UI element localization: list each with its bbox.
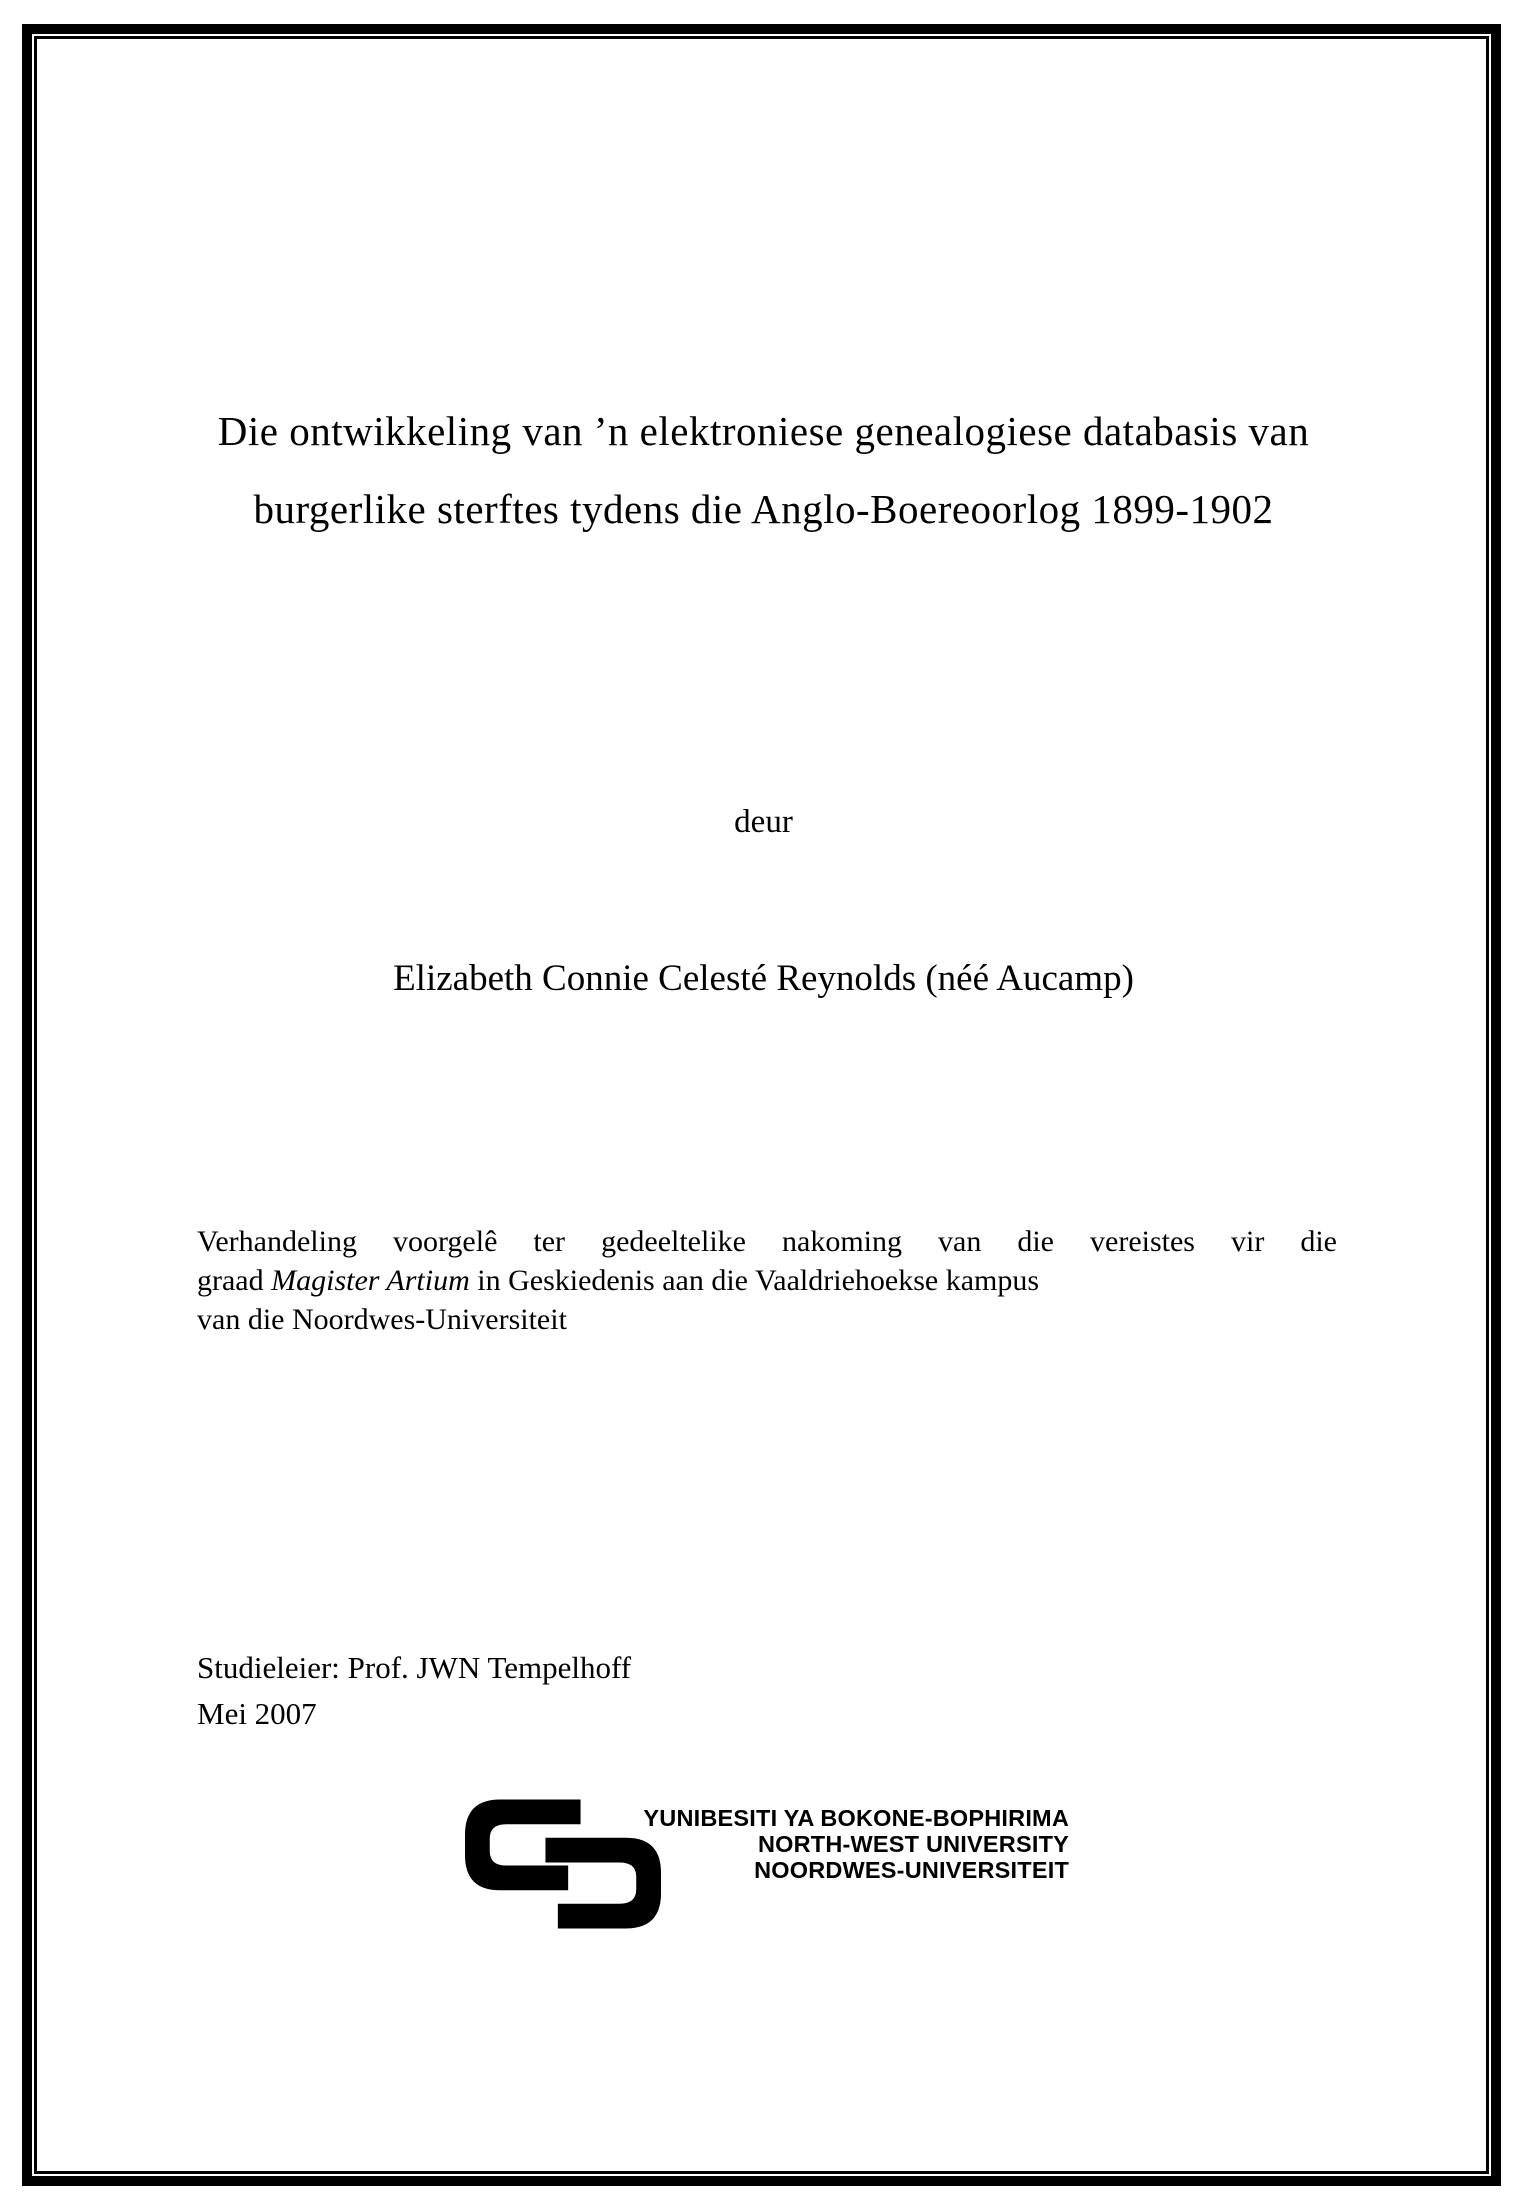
- thesis-title-line1: Die ontwikkeling van ’n elektroniese genealogiese databasis van: [217, 408, 1310, 454]
- statement-line2-post: in Geskiedenis aan die Vaaldriehoekse kampus: [469, 1264, 1040, 1297]
- thesis-statement: [197, 1222, 1337, 1339]
- thesis-statement-line2: [197, 1261, 1337, 1300]
- university-name-setswana: YUNIBESITI YA BOKONE-BOPHIRIMA: [643, 1805, 1069, 1831]
- thesis-statement-line1: Verhandeling voorgelê ter gedeeltelike nakoming van die vereistes vir die: [197, 1225, 1337, 1258]
- university-wordmark: [597, 1805, 1069, 1883]
- byline-label: deur: [734, 804, 793, 840]
- statement-line2-pre: graad: [197, 1264, 272, 1297]
- thesis-statement-line3: van die Noordwes-Universiteit: [197, 1303, 567, 1336]
- supervisor-line: Studieleier: Prof. JWN Tempelhoff: [197, 1650, 632, 1685]
- date-line: Mei 2007: [197, 1696, 317, 1731]
- university-logo: [465, 1799, 1085, 1934]
- thesis-title: [100, 392, 1427, 548]
- thesis-title-line2: burgerlike sterftes tydens die Anglo-Boereoorlog 1899-1902: [253, 486, 1274, 532]
- degree-name: Magister Artium: [271, 1264, 470, 1297]
- author-name: Elizabeth Connie Celesté Reynolds (néé Aucamp): [393, 958, 1134, 999]
- university-name-english: NORTH-WEST UNIVERSITY: [757, 1831, 1069, 1857]
- university-name-afrikaans: NOORDWES-UNIVERSITEIT: [754, 1857, 1069, 1883]
- supervisor-block: [197, 1645, 631, 1737]
